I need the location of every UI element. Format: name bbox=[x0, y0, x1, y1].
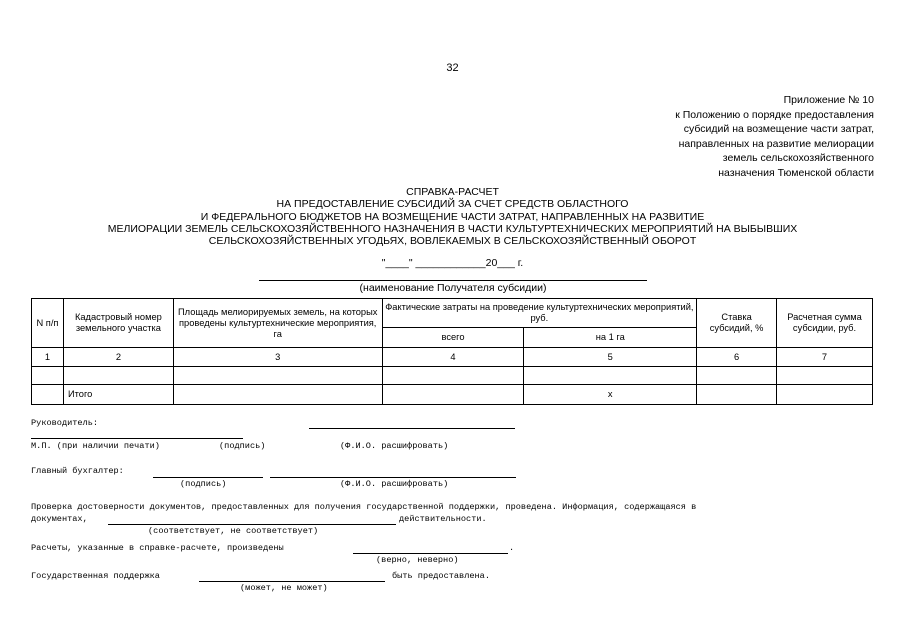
header-costs: Фактические затраты на проведение культуртехнических мероприятий, руб. bbox=[382, 299, 697, 328]
subsidy-table bbox=[31, 298, 873, 405]
calc-hint: (верно, неверно) bbox=[376, 555, 459, 565]
page-number: 32 bbox=[446, 62, 459, 74]
appendix-note bbox=[675, 93, 874, 181]
support-suffix: быть предоставлена. bbox=[392, 571, 490, 581]
date-line: "____" ____________20___ г. bbox=[381, 257, 524, 269]
head-label: Руководитель: bbox=[31, 418, 99, 428]
header-num: N п/п bbox=[32, 299, 64, 348]
cell-empty[interactable] bbox=[777, 367, 873, 385]
support-decision-field[interactable] bbox=[199, 581, 385, 582]
calc-result-field[interactable] bbox=[353, 553, 508, 554]
verification-text: Проверка достоверности документов, предоставленных для получения государственной поддержки, проведена. Информация, содержащаяся в bbox=[31, 502, 697, 512]
header-cadastral: Кадастровый номер земельного участка bbox=[63, 299, 173, 348]
cell-empty[interactable] bbox=[63, 367, 173, 385]
cell-empty bbox=[32, 385, 64, 405]
column-numbers-row bbox=[32, 348, 873, 367]
correspondence-hint: (соответствует, не соответствует) bbox=[148, 526, 319, 536]
accountant-sign-field[interactable] bbox=[153, 477, 263, 478]
title-line: МЕЛИОРАЦИИ ЗЕМЕЛЬ СЕЛЬСКОХОЗЯЙСТВЕННОГО НАЗНАЧЕНИЯ В ЧАСТИ КУЛЬТУРТЕХНИЧЕСКИХ МЕРОПРИЯТИЙ НА ВЫБЫВШИХ bbox=[107, 222, 798, 235]
head-sign-hint: (подпись) bbox=[219, 441, 266, 451]
column-number: 7 bbox=[777, 348, 873, 367]
recipient-label: (наименование Получателя субсидии) bbox=[359, 282, 547, 294]
cell-empty[interactable] bbox=[173, 367, 382, 385]
document-title bbox=[0, 186, 905, 247]
cell-empty[interactable] bbox=[382, 367, 524, 385]
title-line: НА ПРЕДОСТАВЛЕНИЕ СУБСИДИЙ ЗА СЧЕТ СРЕДСТВ ОБЛАСТНОГО bbox=[276, 198, 629, 211]
header-rate: Ставка субсидий, % bbox=[697, 299, 777, 348]
total-label: Итого bbox=[63, 385, 173, 405]
table-row bbox=[32, 367, 873, 385]
column-number: 5 bbox=[524, 348, 697, 367]
cell-empty[interactable] bbox=[524, 367, 697, 385]
accountant-fio-field[interactable] bbox=[270, 477, 516, 478]
column-number: 2 bbox=[63, 348, 173, 367]
column-number: 1 bbox=[32, 348, 64, 367]
header-costs-per-ha: на 1 га bbox=[524, 328, 697, 348]
total-row bbox=[32, 385, 873, 405]
verification-line2-suffix: действительности. bbox=[399, 514, 487, 524]
header-area: Площадь мелиорируемых земель, на которых проведены культуртехнические мероприятия, га bbox=[173, 299, 382, 348]
accountant-label: Главный бухгалтер: bbox=[31, 466, 124, 476]
header-sum: Расчетная сумма субсидии, руб. bbox=[777, 299, 873, 348]
cell-empty[interactable] bbox=[697, 385, 777, 405]
column-number: 6 bbox=[697, 348, 777, 367]
cell-empty[interactable] bbox=[382, 385, 524, 405]
support-hint: (может, не может) bbox=[240, 583, 328, 593]
column-number: 4 bbox=[382, 348, 524, 367]
appendix-line: земель сельскохозяйственного bbox=[722, 152, 874, 165]
recipient-field[interactable] bbox=[259, 280, 647, 281]
mp-label: М.П. (при наличии печати) bbox=[31, 441, 160, 451]
accountant-sign-hint: (подпись) bbox=[180, 479, 227, 489]
cell-empty[interactable] bbox=[697, 367, 777, 385]
head-name-field[interactable] bbox=[31, 438, 243, 439]
cell-empty[interactable] bbox=[32, 367, 64, 385]
total-mark: x bbox=[524, 385, 697, 405]
support-prefix: Государственная поддержка bbox=[31, 571, 160, 581]
accountant-fio-hint: (Ф.И.О. расшифровать) bbox=[340, 479, 449, 489]
header-costs-total: всего bbox=[382, 328, 524, 348]
cell-empty[interactable] bbox=[777, 385, 873, 405]
verification-line2-prefix: документах, bbox=[31, 514, 88, 524]
calc-prefix: Расчеты, указанные в справке-расчете, произведены bbox=[31, 543, 284, 553]
correspondence-field[interactable] bbox=[108, 524, 396, 525]
column-number: 3 bbox=[173, 348, 382, 367]
appendix-line: Приложение № 10 bbox=[783, 94, 874, 106]
appendix-line: субсидий на возмещение части затрат, bbox=[683, 123, 874, 136]
head-fio-hint: (Ф.И.О. расшифровать) bbox=[340, 441, 449, 451]
head-signature-field[interactable] bbox=[309, 428, 515, 429]
title-line: И ФЕДЕРАЛЬНОГО БЮДЖЕТОВ НА ВОЗМЕЩЕНИЕ ЧАСТИ ЗАТРАТ, НАПРАВЛЕННЫХ НА РАЗВИТИЕ bbox=[200, 210, 705, 223]
title-line: СЕЛЬСКОХОЗЯЙСТВЕННЫХ УГОДЬЯХ, ВОВЛЕКАЕМЫХ В СЕЛЬСКОХОЗЯЙСТВЕННЫЙ ОБОРОТ bbox=[208, 235, 697, 248]
appendix-line: назначения Тюменской области bbox=[718, 166, 874, 179]
cell-empty[interactable] bbox=[173, 385, 382, 405]
title-line: СПРАВКА-РАСЧЕТ bbox=[406, 186, 499, 198]
appendix-line: направленных на развитие мелиорации bbox=[678, 137, 874, 150]
appendix-line: к Положению о порядке предоставления bbox=[675, 108, 874, 121]
calc-suffix: . bbox=[509, 543, 515, 553]
